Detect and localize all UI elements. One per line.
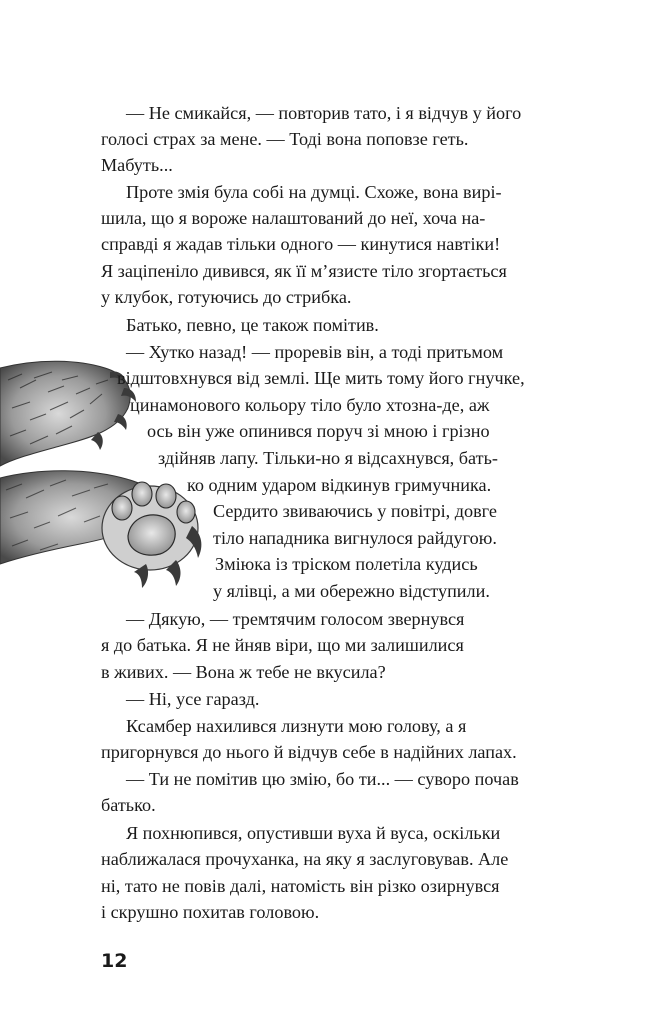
- text-line: Я заціпеніло дивився, як її м’язисте тіло згортається: [101, 261, 507, 281]
- text-line: голосі страх за мене. — Тоді вона поповзе геть.: [101, 129, 469, 149]
- text-line: Проте змія була собі на думці. Схоже, вона вирі-: [126, 182, 502, 202]
- text-line: пригорнувся до нього й відчув себе в надійних лапах.: [101, 742, 517, 762]
- text-line: — Дякую, — тремтячим голосом звернувся: [126, 609, 465, 629]
- text-line: я до батька. Я не йняв віри, що ми залишилися: [101, 635, 464, 655]
- text-line: Ксамбер нахилився лизнути мою голову, а я: [126, 716, 467, 736]
- text-line: ко одним ударом відкинув гримучника.: [187, 475, 492, 495]
- text-line: ні, тато не повів далі, натомість він різко озирнувся: [101, 876, 500, 896]
- text-line: — Не смикайся, — повторив тато, і я відчув у його: [126, 103, 522, 123]
- text-line: в живих. — Вона ж тебе не вкусила?: [101, 662, 386, 682]
- text-line: — Ти не помітив цю змію, бо ти... — суворо почав: [126, 769, 519, 789]
- text-line: наближалася прочуханка, на яку я заслуговував. Але: [101, 849, 509, 869]
- text-line: у клубок, готуючись до стрибка.: [101, 287, 352, 307]
- text-line: у ялівці, а ми обережно відступили.: [213, 581, 490, 601]
- text-line: Змiюка із тріском полетіла кудись: [215, 554, 478, 574]
- text-line: відштовхнувся від землі. Ще мить тому його гнучке,: [117, 368, 525, 388]
- text-line: цинамонового кольору тіло було хтозна-де, аж: [130, 395, 490, 415]
- text-line: Батько, певно, це також помітив.: [126, 315, 379, 335]
- text-line: справді я жадав тільки одного — кинутися навтіки!: [101, 234, 501, 254]
- text-line: Мабуть...: [101, 155, 173, 175]
- text-line: здійняв лапу. Тільки-но я відсахнувся, бать-: [158, 448, 498, 468]
- text-line: тіло нападника вигнулося райдугою.: [213, 528, 497, 548]
- text-line: Я похнюпився, опустивши вуха й вуса, оскільки: [126, 823, 501, 843]
- text-line: Сердито звиваючись у повітрі, довге: [213, 501, 497, 521]
- text-line: батько.: [101, 795, 156, 815]
- text-line: і скрушно похитав головою.: [101, 902, 320, 922]
- text-line: ось він уже опинився поруч зі мною і грізно: [147, 421, 490, 441]
- text-line: — Хутко назад! — проревів він, а тоді притьмом: [126, 342, 504, 362]
- text-line: шила, що я вороже налаштований до неї, хоча на-: [101, 208, 486, 228]
- page-number: 12: [101, 950, 128, 972]
- text-line: — Ні, усе гаразд.: [126, 689, 260, 709]
